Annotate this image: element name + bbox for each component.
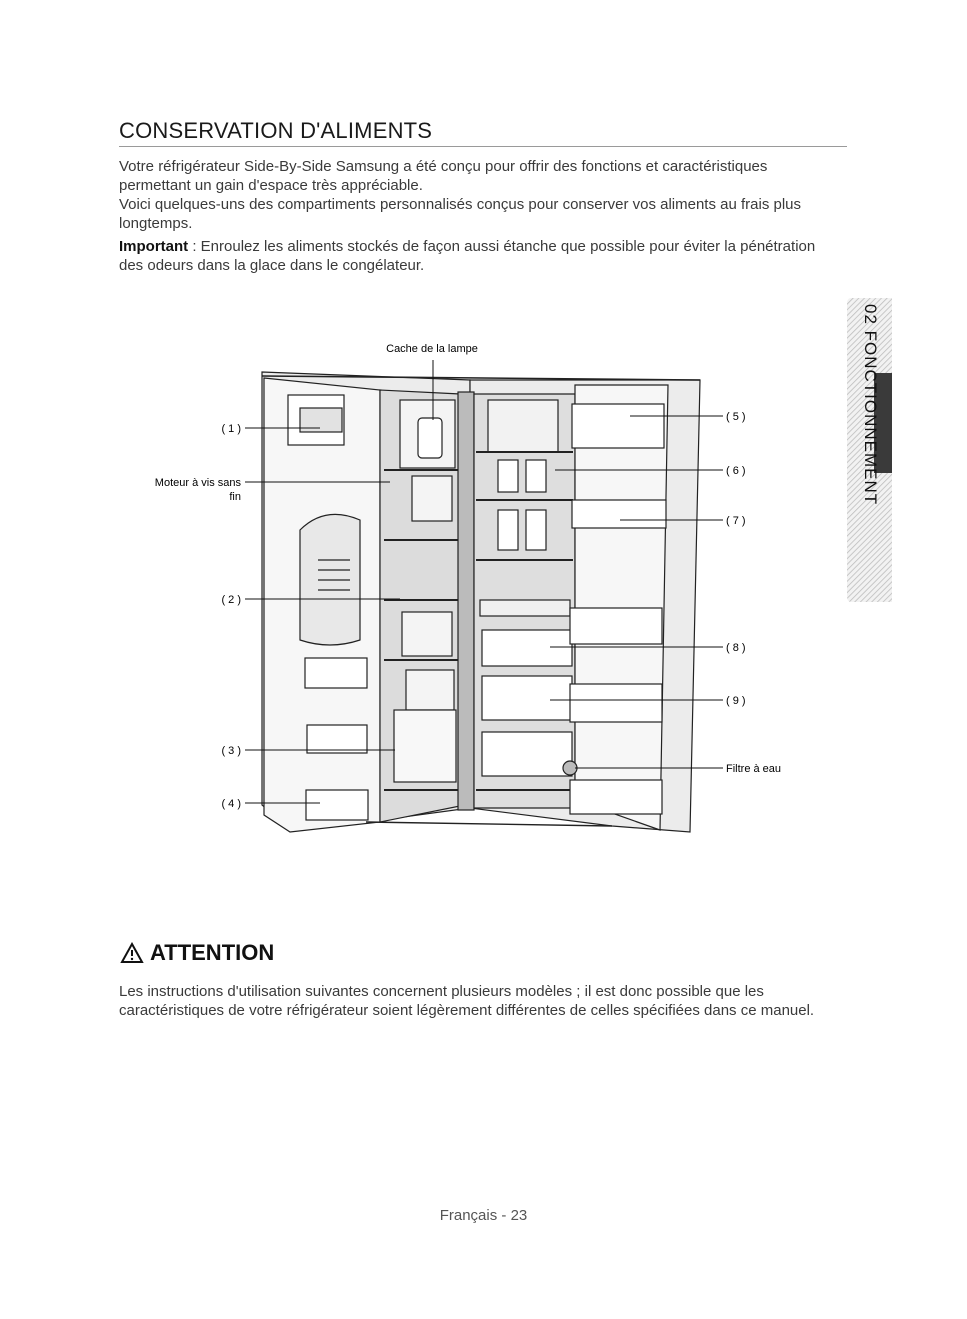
water-filter-label: Filtre à eau [726, 763, 782, 775]
callout-5: ( 5 ) [726, 411, 746, 423]
attention-title: ATTENTION [150, 940, 275, 965]
warning-triangle-icon [120, 942, 144, 964]
callout-7: ( 7 ) [726, 515, 746, 527]
intro-line-3: Voici quelques-uns des compartiments personnalisés conçus pour conserver vos aliments au frais plus [119, 196, 802, 213]
callout-9: ( 9 ) [726, 695, 746, 707]
lamp-cover-label: Cache de la lampe [386, 343, 478, 355]
intro-line-4: longtemps. [119, 215, 193, 232]
attention-heading [120, 940, 274, 966]
callout-4: ( 4 ) [221, 798, 241, 810]
important-line-1 [119, 237, 854, 256]
attention-line-1: Les instructions d'utilisation suivantes concernent plusieurs modèles ; il est donc possible que les [119, 983, 764, 1000]
important-label: Important [119, 238, 189, 255]
auger-motor-label-1: Moteur à vis sans [154, 477, 241, 489]
title-divider [119, 146, 847, 147]
callout-3: ( 3 ) [221, 745, 241, 757]
intro-line-1: Votre réfrigérateur Side-By-Side Samsung a été conçu pour offrir des fonctions et caractéristiques [119, 158, 768, 175]
refrigerator-diagram [120, 340, 800, 850]
chapter-side-tab [847, 298, 892, 602]
section-title: CONSERVATION D'ALIMENTS [119, 118, 433, 143]
callout-2: ( 2 ) [221, 594, 241, 606]
callout-8: ( 8 ) [726, 642, 746, 654]
auger-motor-label-2: fin [229, 491, 241, 503]
callout-1: ( 1 ) [221, 423, 241, 435]
important-text: : Enroulez les aliments stockés de façon aussi étanche que possible pour éviter la pénétration [188, 238, 816, 255]
attention-line-2: caractéristiques de votre réfrigérateur soient légèrement différentes de celles spécifiées dans ce manuel. [119, 1002, 815, 1019]
intro-line-2: permettant un gain d'espace très appréciable. [119, 177, 423, 194]
side-tab-label: 02 FONCTIONNEMENT [861, 304, 880, 506]
page-footer: Français - 23 [439, 1207, 528, 1224]
important-line-2: des odeurs dans la glace dans le congélateur. [119, 257, 425, 274]
callout-6: ( 6 ) [726, 465, 746, 477]
